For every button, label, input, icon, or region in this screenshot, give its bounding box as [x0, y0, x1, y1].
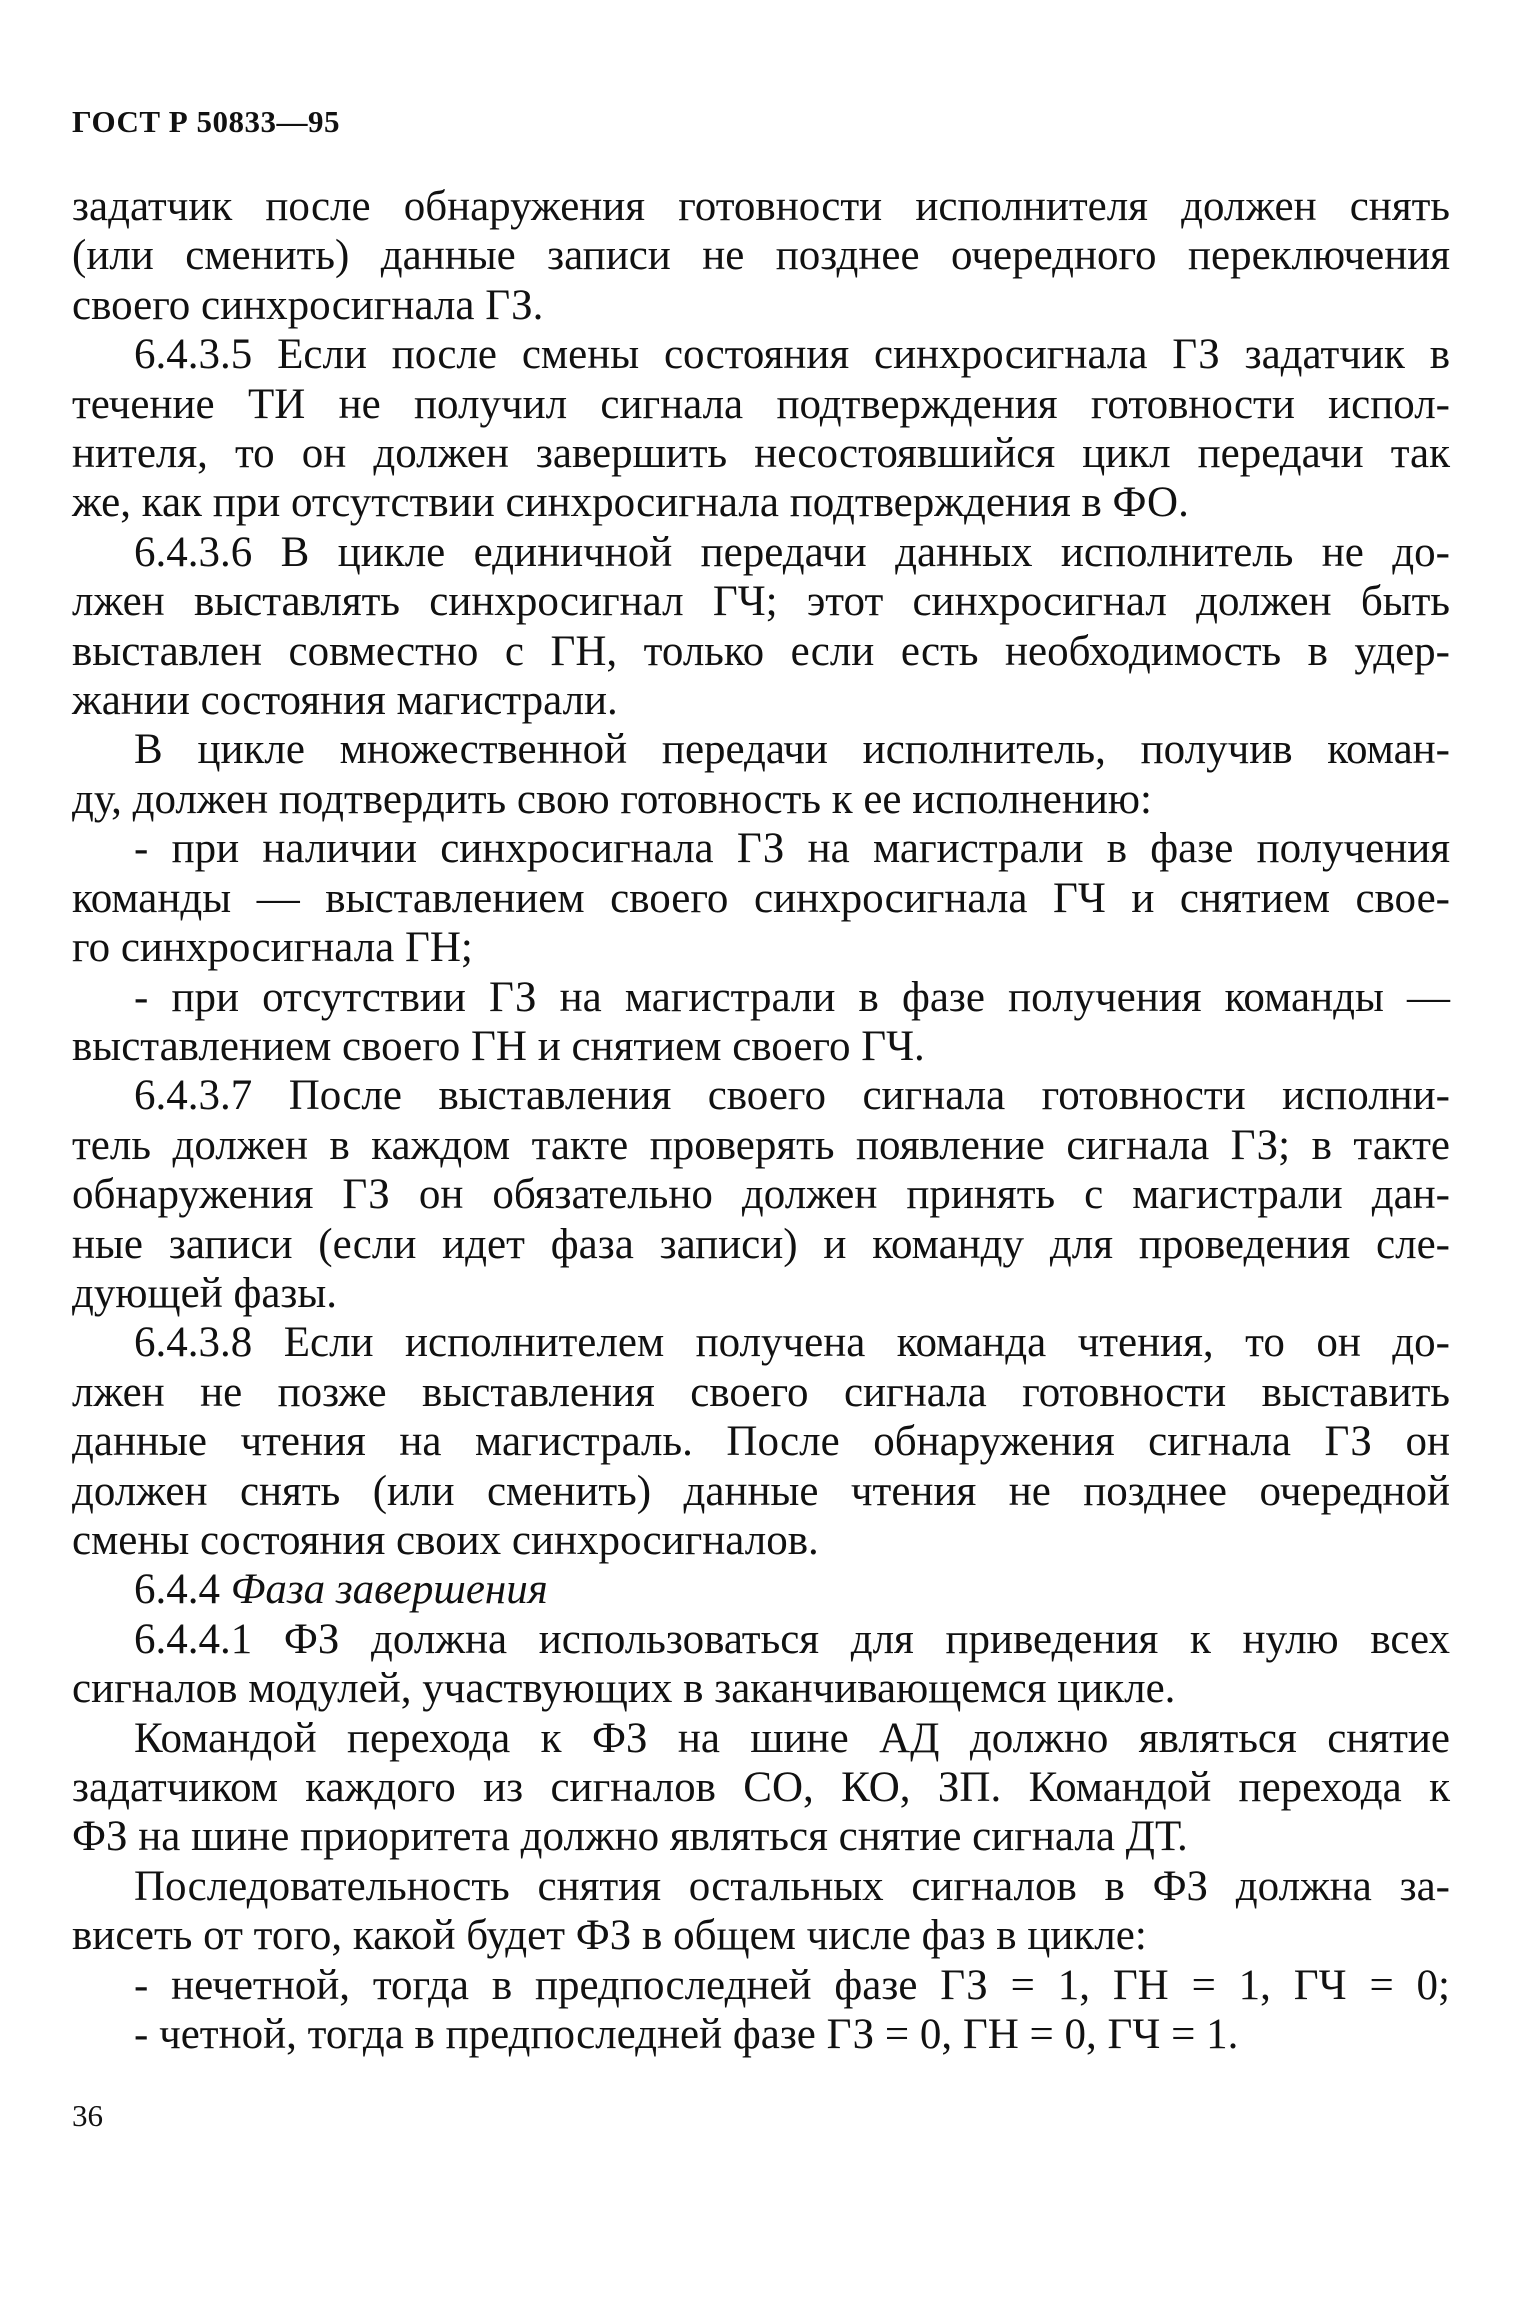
text-line: - нечетной, тогда в предпоследней фазе ГЗ = 1, ГН = 1, ГЧ = 0; — [134, 1961, 1450, 2009]
text-line: выставлением своего ГН и снятием своего ГЧ. — [72, 1022, 925, 1070]
text-line: 6.4.4.1 ФЗ должна использоваться для приведения к нулю всех — [134, 1615, 1450, 1663]
text-line: же, как при отсутствии синхросигнала подтверждения в ФО. — [72, 479, 1189, 527]
text-line: Командой перехода к ФЗ на шине АД должно являться снятие — [134, 1714, 1450, 1762]
text-line: - при отсутствии ГЗ на магистрали в фазе получения команды — — [134, 973, 1450, 1021]
text-line: 6.4.3.5 Если после смены состояния синхросигнала ГЗ задатчик в — [134, 331, 1450, 379]
text-line: 6.4.3.7 После выставления своего сигнала готовности исполни- — [134, 1072, 1450, 1120]
section-title: Фаза завершения — [230, 1566, 548, 1614]
document-body — [72, 182, 1450, 2059]
text-line: - четной, тогда в предпоследней фазе ГЗ = 0, ГН = 0, ГЧ = 1. — [134, 2011, 1239, 2059]
text-line: 6.4.3.8 Если исполнителем получена команда чтения, то он до- — [134, 1319, 1450, 1367]
text-line: висеть от того, какой будет ФЗ в общем числе фаз в цикле: — [72, 1912, 1147, 1960]
section-heading — [72, 1565, 1450, 1614]
text-line: ду, должен подтвердить свою готовность к ее исполнению: — [72, 775, 1152, 823]
text-line: задатчик после обнаружения готовности исполнителя должен снять — [72, 183, 1450, 230]
text-line: течение ТИ не получил сигнала подтверждения готовности испол- — [72, 380, 1450, 428]
text-line: ные записи (если идет фаза записи) и команду для проведения сле- — [72, 1220, 1450, 1268]
text-line: обнаружения ГЗ он обязательно должен принять с магистрали дан- — [72, 1171, 1450, 1219]
page-number: 36 — [72, 2098, 103, 2133]
text-line: ФЗ на шине приоритета должно являться снятие сигнала ДТ. — [72, 1813, 1188, 1861]
text-line: го синхросигнала ГН; — [72, 924, 473, 972]
text-line: своего синхросигнала ГЗ. — [72, 281, 544, 329]
text-line: Последовательность снятия остальных сигналов в ФЗ должна за- — [134, 1862, 1450, 1910]
text-line: данные чтения на магистраль. После обнаружения сигнала ГЗ он — [72, 1418, 1450, 1466]
text-line: выставлен совместно с ГН, только если есть необходимость в удер- — [72, 627, 1450, 675]
text-line: лжен не позже выставления своего сигнала готовности выставить — [72, 1368, 1450, 1416]
text-line: тель должен в каждом такте проверять появление сигнала ГЗ; в такте — [72, 1121, 1450, 1169]
text-line: 6.4.3.6 В цикле единичной передачи данных исполнитель не до- — [134, 528, 1450, 576]
text-line: лжен выставлять синхросигнал ГЧ; этот синхросигнал должен быть — [72, 578, 1450, 626]
text-line: нителя, то он должен завершить несостоявшийся цикл передачи так — [72, 430, 1450, 478]
text-line: должен снять (или сменить) данные чтения не позднее очередной — [72, 1467, 1450, 1515]
text-line: - при наличии синхросигнала ГЗ на магистрали в фазе получения — [134, 825, 1450, 873]
text-line: (или сменить) данные записи не позднее очередного переключения — [72, 232, 1450, 280]
text-line: жании состояния магистрали. — [72, 677, 618, 725]
text-line: В цикле множественной передачи исполнитель, получив коман- — [134, 726, 1450, 774]
document-header: ГОСТ Р 50833—95 — [72, 104, 340, 139]
text-line: смены состояния своих синхросигналов. — [72, 1516, 819, 1564]
text-line: команды — выставлением своего синхросигнала ГЧ и снятием свое- — [72, 874, 1450, 922]
text-line: задатчиком каждого из сигналов СО, КО, ЗП. Командой перехода к — [72, 1764, 1450, 1811]
section-number: 6.4.4 — [134, 1566, 220, 1614]
text-line: дующей фазы. — [72, 1269, 338, 1317]
text-line: сигналов модулей, участвующих в заканчивающемся цикле. — [72, 1665, 1176, 1713]
